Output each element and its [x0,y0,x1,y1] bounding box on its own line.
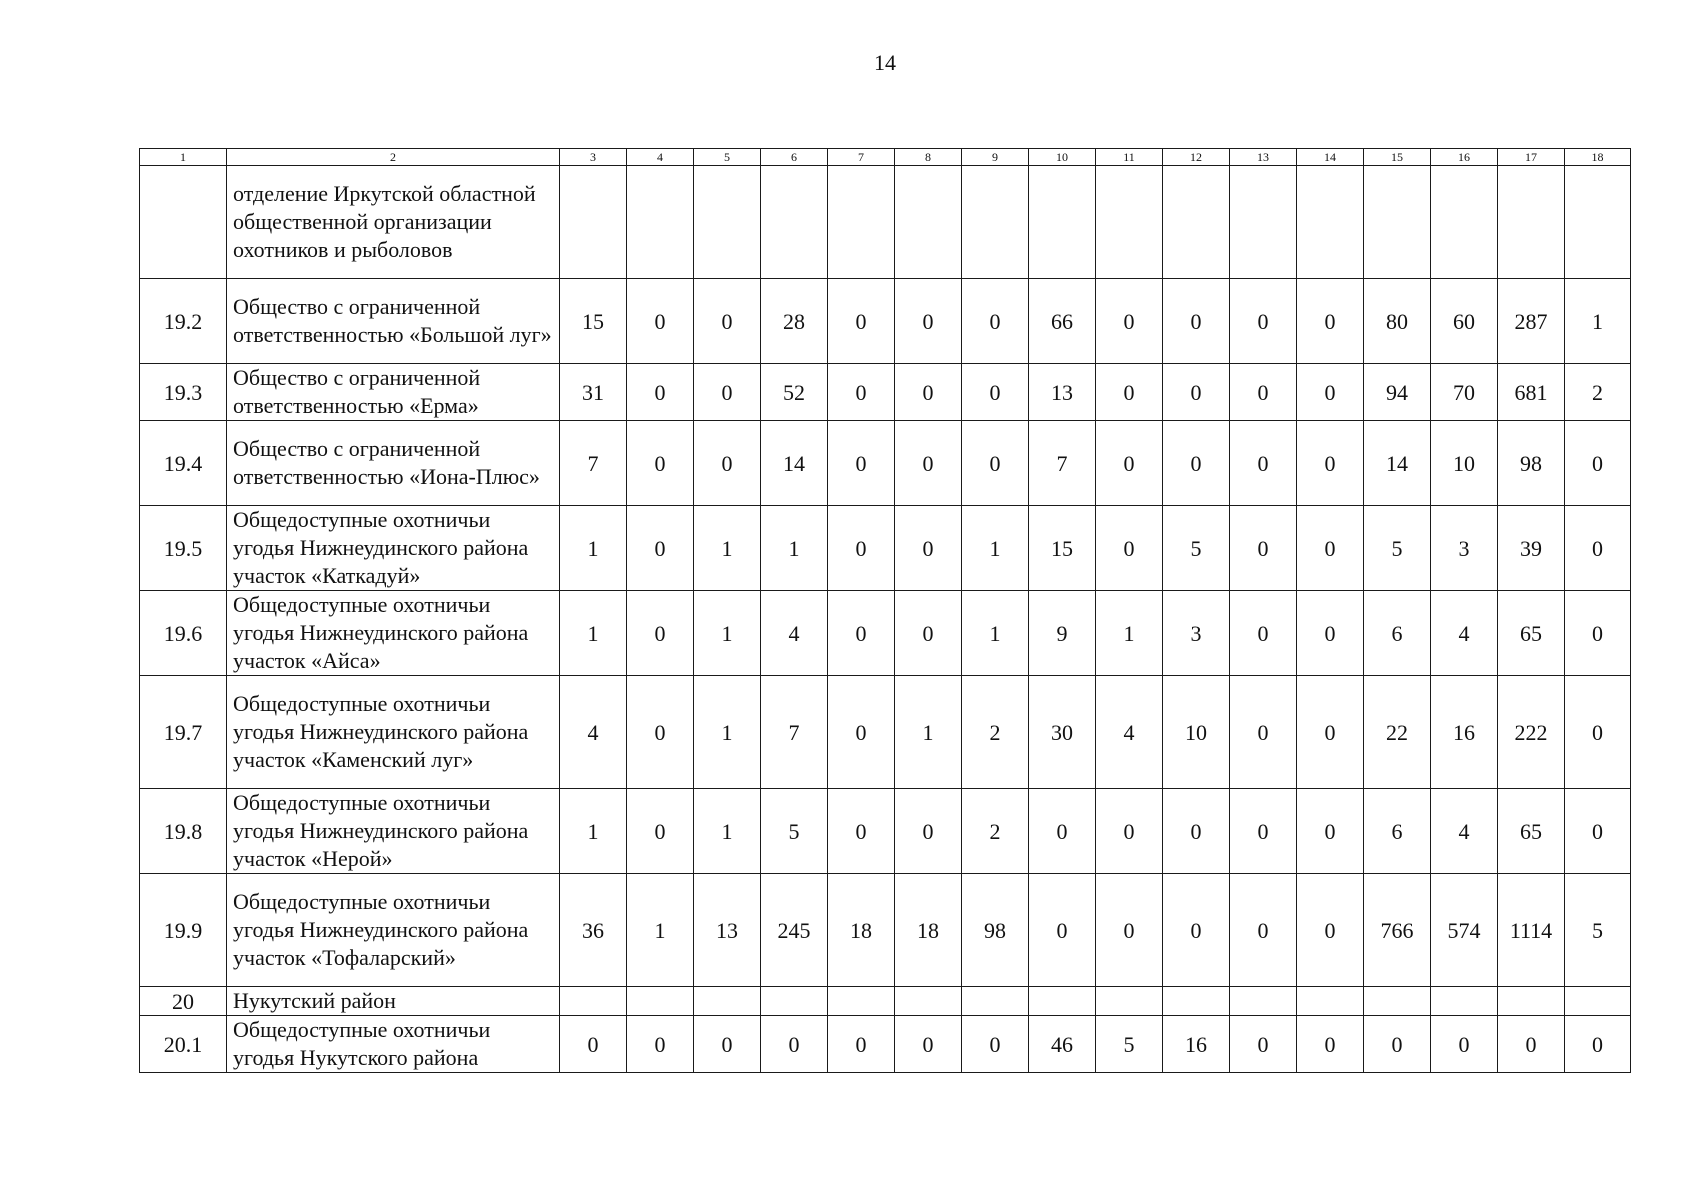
value-cell-col-4: 0 [627,1016,694,1073]
value-cell-col-9: 0 [962,364,1029,421]
value-cell-col-6: 7 [761,676,828,789]
value-cell-col-15: 14 [1364,421,1431,506]
organization-name: Общество с ограниченной ответственностью «Иона-Плюс» [227,421,560,506]
value-cell-col-5 [694,987,761,1016]
value-cell-col-4: 0 [627,279,694,364]
value-cell-col-17: 39 [1498,506,1565,591]
value-cell-col-18: 0 [1565,421,1631,506]
value-cell-col-5: 0 [694,421,761,506]
value-cell-col-5: 1 [694,789,761,874]
value-cell-col-7: 0 [828,789,895,874]
column-number-row [140,149,1631,166]
table-row [140,166,1631,279]
row-number: 19.7 [140,676,227,789]
value-cell-col-4 [627,987,694,1016]
value-cell-col-17: 681 [1498,364,1565,421]
value-cell-col-6: 245 [761,874,828,987]
value-cell-col-4: 0 [627,364,694,421]
column-number-6: 6 [761,149,828,166]
value-cell-col-14: 0 [1297,676,1364,789]
value-cell-col-14: 0 [1297,874,1364,987]
value-cell-col-6: 0 [761,1016,828,1073]
value-cell-col-6: 52 [761,364,828,421]
value-cell-col-18 [1565,987,1631,1016]
row-number: 19.4 [140,421,227,506]
column-number-10: 10 [1029,149,1096,166]
value-cell-col-16: 60 [1431,279,1498,364]
value-cell-col-8: 18 [895,874,962,987]
organization-name: Общедоступные охотничьи угодья Нижнеудинского района участок «Нерой» [227,789,560,874]
value-cell-col-18: 1 [1565,279,1631,364]
value-cell-col-11 [1096,987,1163,1016]
table-row [140,987,1631,1016]
value-cell-col-6 [761,987,828,1016]
value-cell-col-4: 0 [627,421,694,506]
column-number-4: 4 [627,149,694,166]
column-number-11: 11 [1096,149,1163,166]
value-cell-col-6: 4 [761,591,828,676]
organization-name: Общедоступные охотничьи угодья Нукутского района [227,1016,560,1073]
value-cell-col-3: 0 [560,1016,627,1073]
table-row [140,364,1631,421]
value-cell-col-3: 4 [560,676,627,789]
value-cell-col-15 [1364,166,1431,279]
value-cell-col-15: 766 [1364,874,1431,987]
value-cell-col-17: 222 [1498,676,1565,789]
value-cell-col-13: 0 [1230,1016,1297,1073]
value-cell-col-8: 0 [895,421,962,506]
value-cell-col-17: 65 [1498,789,1565,874]
value-cell-col-14: 0 [1297,364,1364,421]
value-cell-col-9: 0 [962,421,1029,506]
value-cell-col-16: 0 [1431,1016,1498,1073]
value-cell-col-14: 0 [1297,421,1364,506]
value-cell-col-12 [1163,166,1230,279]
value-cell-col-11: 0 [1096,506,1163,591]
value-cell-col-4: 0 [627,506,694,591]
value-cell-col-18: 0 [1565,591,1631,676]
value-cell-col-13 [1230,166,1297,279]
value-cell-col-11: 0 [1096,421,1163,506]
value-cell-col-12: 16 [1163,1016,1230,1073]
value-cell-col-6: 5 [761,789,828,874]
value-cell-col-9: 0 [962,279,1029,364]
value-cell-col-13: 0 [1230,506,1297,591]
value-cell-col-12: 0 [1163,364,1230,421]
value-cell-col-12: 3 [1163,591,1230,676]
value-cell-col-7 [828,987,895,1016]
row-number: 19.5 [140,506,227,591]
value-cell-col-5: 0 [694,364,761,421]
value-cell-col-10: 0 [1029,789,1096,874]
value-cell-col-4: 0 [627,676,694,789]
value-cell-col-7: 0 [828,1016,895,1073]
row-number: 19.3 [140,364,227,421]
value-cell-col-15: 0 [1364,1016,1431,1073]
row-number: 19.2 [140,279,227,364]
value-cell-col-11: 1 [1096,591,1163,676]
value-cell-col-14: 0 [1297,591,1364,676]
organization-name: Общедоступные охотничьи угодья Нижнеудинского района участок «Каткадуй» [227,506,560,591]
value-cell-col-16: 574 [1431,874,1498,987]
value-cell-col-9 [962,987,1029,1016]
column-number-17: 17 [1498,149,1565,166]
column-number-9: 9 [962,149,1029,166]
value-cell-col-8: 0 [895,591,962,676]
column-number-15: 15 [1364,149,1431,166]
value-cell-col-5: 1 [694,676,761,789]
value-cell-col-13: 0 [1230,279,1297,364]
value-cell-col-8: 0 [895,364,962,421]
value-cell-col-6: 14 [761,421,828,506]
value-cell-col-12: 0 [1163,279,1230,364]
value-cell-col-7 [828,166,895,279]
table-row [140,591,1631,676]
value-cell-col-3: 31 [560,364,627,421]
value-cell-col-3: 1 [560,591,627,676]
value-cell-col-9 [962,166,1029,279]
column-number-1: 1 [140,149,227,166]
value-cell-col-6: 1 [761,506,828,591]
row-number: 19.6 [140,591,227,676]
column-number-18: 18 [1565,149,1631,166]
value-cell-col-8: 0 [895,1016,962,1073]
value-cell-col-3 [560,166,627,279]
value-cell-col-5 [694,166,761,279]
value-cell-col-8: 1 [895,676,962,789]
value-cell-col-5: 0 [694,279,761,364]
value-cell-col-18: 0 [1565,1016,1631,1073]
organization-name: Общедоступные охотничьи угодья Нижнеудинского района участок «Тофаларский» [227,874,560,987]
value-cell-col-17: 65 [1498,591,1565,676]
row-number: 19.8 [140,789,227,874]
value-cell-col-5: 1 [694,506,761,591]
row-number [140,166,227,279]
value-cell-col-17 [1498,987,1565,1016]
value-cell-col-3: 1 [560,789,627,874]
value-cell-col-16: 3 [1431,506,1498,591]
value-cell-col-8 [895,166,962,279]
column-number-5: 5 [694,149,761,166]
value-cell-col-7: 0 [828,279,895,364]
value-cell-col-12: 0 [1163,789,1230,874]
organization-name: Общество с ограниченной ответственностью «Большой луг» [227,279,560,364]
data-table [139,148,1631,1073]
table-row [140,421,1631,506]
value-cell-col-17: 98 [1498,421,1565,506]
value-cell-col-15: 22 [1364,676,1431,789]
column-number-7: 7 [828,149,895,166]
value-cell-col-6 [761,166,828,279]
value-cell-col-13 [1230,987,1297,1016]
value-cell-col-10: 30 [1029,676,1096,789]
table-row [140,1016,1631,1073]
table-row [140,676,1631,789]
value-cell-col-3: 15 [560,279,627,364]
value-cell-col-15: 94 [1364,364,1431,421]
value-cell-col-15 [1364,987,1431,1016]
table-row [140,279,1631,364]
value-cell-col-15: 80 [1364,279,1431,364]
value-cell-col-11: 4 [1096,676,1163,789]
value-cell-col-16: 16 [1431,676,1498,789]
value-cell-col-18 [1565,166,1631,279]
organization-name: Общедоступные охотничьи угодья Нижнеудинского района участок «Айса» [227,591,560,676]
value-cell-col-14 [1297,987,1364,1016]
value-cell-col-9: 98 [962,874,1029,987]
value-cell-col-16: 10 [1431,421,1498,506]
value-cell-col-4: 0 [627,789,694,874]
organization-name: Нукутский район [227,987,560,1016]
value-cell-col-18: 0 [1565,506,1631,591]
row-number: 19.9 [140,874,227,987]
value-cell-col-13: 0 [1230,874,1297,987]
value-cell-col-15: 5 [1364,506,1431,591]
value-cell-col-18: 0 [1565,676,1631,789]
value-cell-col-14 [1297,166,1364,279]
value-cell-col-16 [1431,166,1498,279]
value-cell-col-3: 7 [560,421,627,506]
value-cell-col-13: 0 [1230,421,1297,506]
column-number-3: 3 [560,149,627,166]
page-number: 14 [874,50,896,75]
value-cell-col-10: 9 [1029,591,1096,676]
column-number-16: 16 [1431,149,1498,166]
value-cell-col-11: 0 [1096,789,1163,874]
value-cell-col-14: 0 [1297,1016,1364,1073]
value-cell-col-12: 0 [1163,421,1230,506]
value-cell-col-4: 0 [627,591,694,676]
value-cell-col-10 [1029,166,1096,279]
value-cell-col-5: 13 [694,874,761,987]
value-cell-col-12 [1163,987,1230,1016]
value-cell-col-16: 70 [1431,364,1498,421]
value-cell-col-13: 0 [1230,676,1297,789]
value-cell-col-9: 0 [962,1016,1029,1073]
value-cell-col-7: 0 [828,506,895,591]
value-cell-col-11 [1096,166,1163,279]
value-cell-col-18: 0 [1565,789,1631,874]
column-number-12: 12 [1163,149,1230,166]
table-row [140,506,1631,591]
row-number: 20.1 [140,1016,227,1073]
value-cell-col-9: 2 [962,676,1029,789]
value-cell-col-7: 0 [828,421,895,506]
value-cell-col-18: 5 [1565,874,1631,987]
value-cell-col-5: 0 [694,1016,761,1073]
value-cell-col-12: 5 [1163,506,1230,591]
organization-name: Общедоступные охотничьи угодья Нижнеудинского района участок «Каменский луг» [227,676,560,789]
value-cell-col-10: 7 [1029,421,1096,506]
table-row [140,789,1631,874]
value-cell-col-10: 66 [1029,279,1096,364]
value-cell-col-14: 0 [1297,789,1364,874]
value-cell-col-9: 1 [962,506,1029,591]
value-cell-col-15: 6 [1364,789,1431,874]
value-cell-col-8 [895,987,962,1016]
column-number-14: 14 [1297,149,1364,166]
value-cell-col-16: 4 [1431,789,1498,874]
column-number-2: 2 [227,149,560,166]
value-cell-col-6: 28 [761,279,828,364]
value-cell-col-12: 0 [1163,874,1230,987]
value-cell-col-7: 0 [828,676,895,789]
value-cell-col-3: 36 [560,874,627,987]
value-cell-col-12: 10 [1163,676,1230,789]
value-cell-col-4: 1 [627,874,694,987]
value-cell-col-13: 0 [1230,789,1297,874]
value-cell-col-10: 15 [1029,506,1096,591]
value-cell-col-9: 2 [962,789,1029,874]
value-cell-col-17: 0 [1498,1016,1565,1073]
value-cell-col-10 [1029,987,1096,1016]
value-cell-col-14: 0 [1297,279,1364,364]
value-cell-col-10: 0 [1029,874,1096,987]
value-cell-col-8: 0 [895,279,962,364]
value-cell-col-17: 1114 [1498,874,1565,987]
value-cell-col-7: 0 [828,364,895,421]
value-cell-col-16 [1431,987,1498,1016]
value-cell-col-17 [1498,166,1565,279]
column-number-8: 8 [895,149,962,166]
value-cell-col-5: 1 [694,591,761,676]
value-cell-col-11: 0 [1096,279,1163,364]
table-row [140,874,1631,987]
value-cell-col-4 [627,166,694,279]
value-cell-col-13: 0 [1230,591,1297,676]
value-cell-col-9: 1 [962,591,1029,676]
value-cell-col-14: 0 [1297,506,1364,591]
value-cell-col-8: 0 [895,506,962,591]
value-cell-col-7: 18 [828,874,895,987]
row-number: 20 [140,987,227,1016]
organization-name: Общество с ограниченной ответственностью «Ерма» [227,364,560,421]
value-cell-col-11: 0 [1096,364,1163,421]
value-cell-col-11: 5 [1096,1016,1163,1073]
value-cell-col-8: 0 [895,789,962,874]
value-cell-col-18: 2 [1565,364,1631,421]
value-cell-col-10: 13 [1029,364,1096,421]
value-cell-col-15: 6 [1364,591,1431,676]
value-cell-col-10: 46 [1029,1016,1096,1073]
organization-name: отделение Иркутской областной общественной организации охотников и рыболовов [227,166,560,279]
value-cell-col-17: 287 [1498,279,1565,364]
value-cell-col-13: 0 [1230,364,1297,421]
value-cell-col-3: 1 [560,506,627,591]
value-cell-col-3 [560,987,627,1016]
value-cell-col-7: 0 [828,591,895,676]
value-cell-col-16: 4 [1431,591,1498,676]
column-number-13: 13 [1230,149,1297,166]
value-cell-col-11: 0 [1096,874,1163,987]
